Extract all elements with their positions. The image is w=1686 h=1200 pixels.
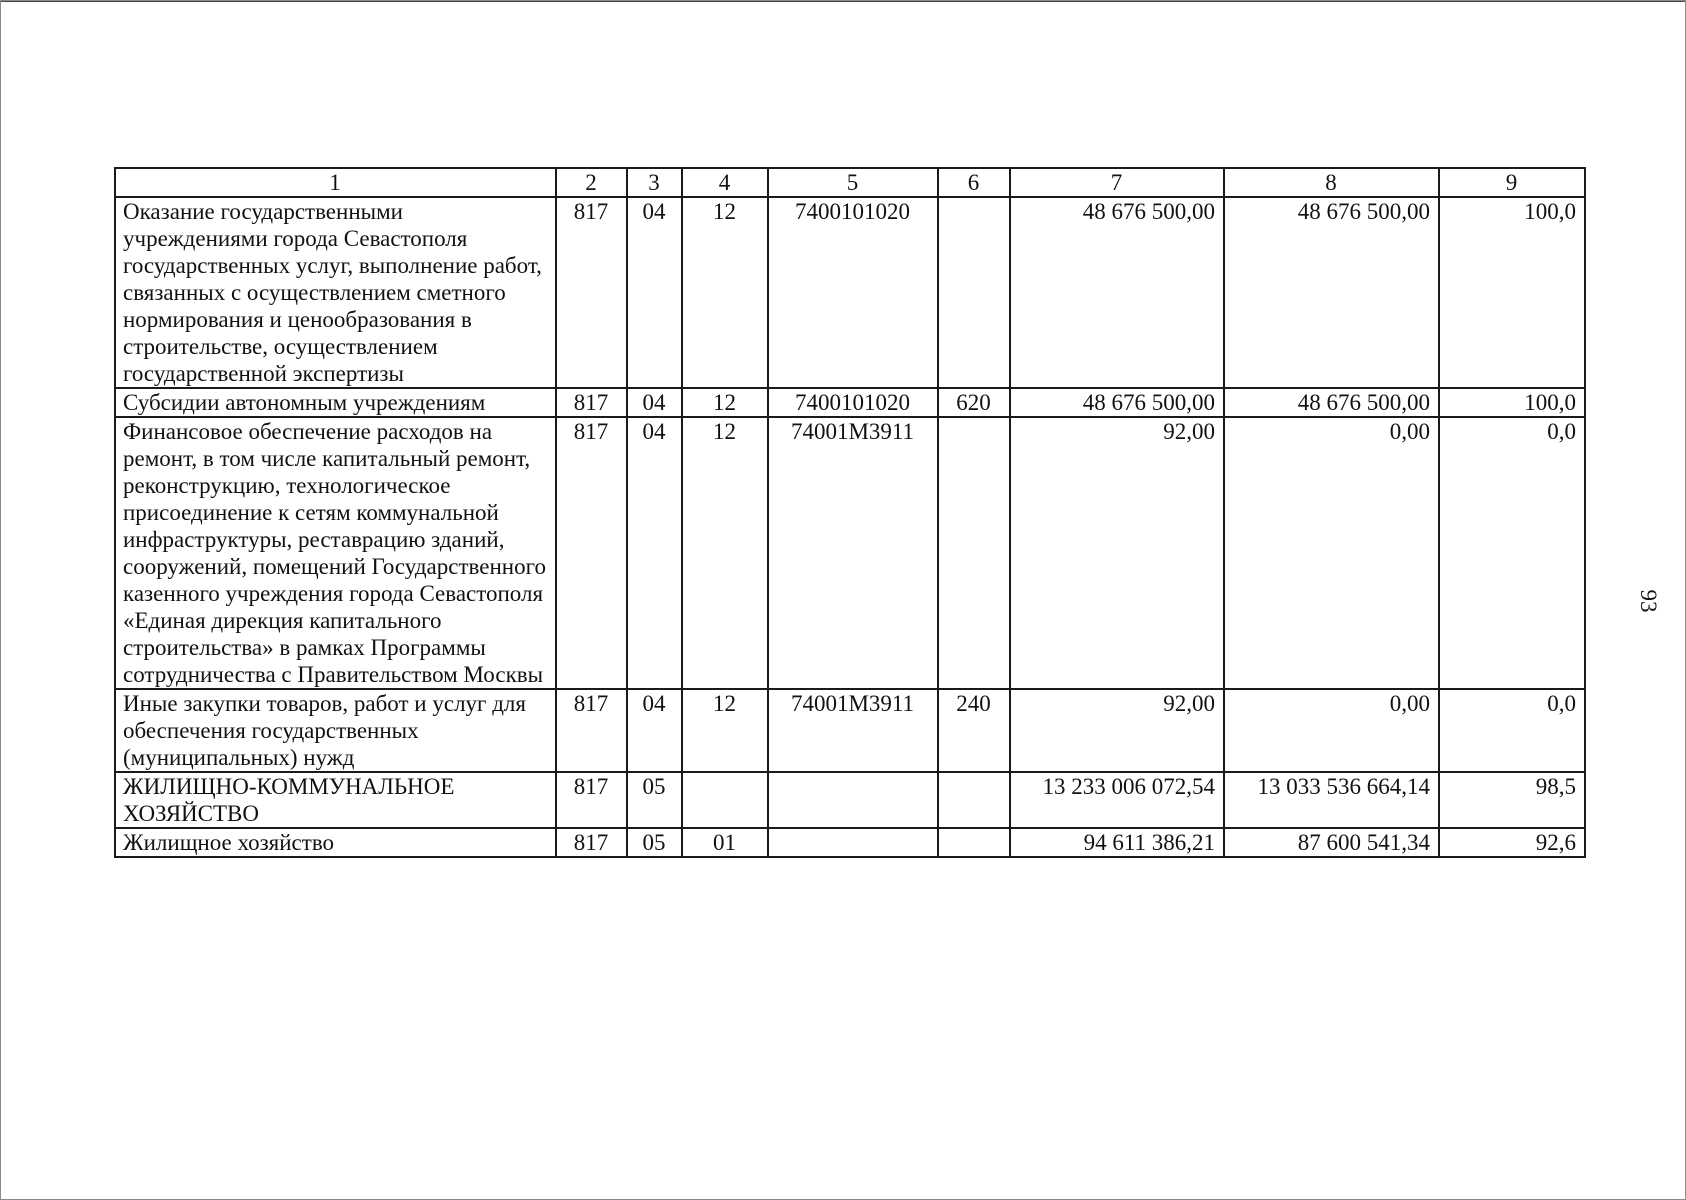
cell-ved: 817 bbox=[556, 828, 627, 857]
cell-actual: 48 676 500,00 bbox=[1224, 197, 1439, 388]
cell-vr bbox=[938, 417, 1010, 689]
cell-rz: 04 bbox=[627, 689, 682, 772]
table-row bbox=[115, 417, 1585, 689]
header-cell: 1 bbox=[115, 168, 556, 197]
cell-plan: 94 611 386,21 bbox=[1010, 828, 1224, 857]
cell-actual: 0,00 bbox=[1224, 689, 1439, 772]
cell-csr: 74001М3911 bbox=[768, 417, 938, 689]
cell-actual: 0,00 bbox=[1224, 417, 1439, 689]
cell-percent: 98,5 bbox=[1439, 772, 1585, 828]
header-cell: 5 bbox=[768, 168, 938, 197]
header-cell: 8 bbox=[1224, 168, 1439, 197]
header-cell: 6 bbox=[938, 168, 1010, 197]
cell-rz: 04 bbox=[627, 388, 682, 417]
cell-csr bbox=[768, 772, 938, 828]
cell-plan: 92,00 bbox=[1010, 689, 1224, 772]
cell-ved: 817 bbox=[556, 197, 627, 388]
cell-actual: 87 600 541,34 bbox=[1224, 828, 1439, 857]
header-cell: 2 bbox=[556, 168, 627, 197]
header-cell: 7 bbox=[1010, 168, 1224, 197]
cell-pr: 12 bbox=[682, 689, 768, 772]
cell-vr: 620 bbox=[938, 388, 1010, 417]
cell-percent: 0,0 bbox=[1439, 417, 1585, 689]
row-name: Иные закупки товаров, работ и услуг для обеспечения государственных (муниципальных) нужд bbox=[115, 689, 556, 772]
cell-percent: 100,0 bbox=[1439, 388, 1585, 417]
page-number: 93 bbox=[1636, 589, 1661, 613]
cell-plan: 48 676 500,00 bbox=[1010, 197, 1224, 388]
cell-ved: 817 bbox=[556, 772, 627, 828]
cell-actual: 48 676 500,00 bbox=[1224, 388, 1439, 417]
table-row bbox=[115, 828, 1585, 857]
cell-pr: 12 bbox=[682, 417, 768, 689]
cell-ved: 817 bbox=[556, 388, 627, 417]
cell-rz: 04 bbox=[627, 197, 682, 388]
row-name: Жилищное хозяйство bbox=[115, 828, 556, 857]
cell-csr bbox=[768, 828, 938, 857]
cell-pr: 12 bbox=[682, 388, 768, 417]
cell-csr: 7400101020 bbox=[768, 388, 938, 417]
cell-actual: 13 033 536 664,14 bbox=[1224, 772, 1439, 828]
table-row bbox=[115, 772, 1585, 828]
cell-pr bbox=[682, 772, 768, 828]
cell-rz: 05 bbox=[627, 772, 682, 828]
cell-plan: 92,00 bbox=[1010, 417, 1224, 689]
row-name: Субсидии автономным учреждениям bbox=[115, 388, 556, 417]
cell-vr: 240 bbox=[938, 689, 1010, 772]
header-cell: 9 bbox=[1439, 168, 1585, 197]
cell-vr bbox=[938, 828, 1010, 857]
header-cell: 3 bbox=[627, 168, 682, 197]
cell-csr: 74001М3911 bbox=[768, 689, 938, 772]
header-cell: 4 bbox=[682, 168, 768, 197]
budget-table bbox=[114, 167, 1586, 858]
table-row bbox=[115, 388, 1585, 417]
header-row bbox=[115, 168, 1585, 197]
scan-top-edge bbox=[0, 0, 1686, 2]
cell-pr: 12 bbox=[682, 197, 768, 388]
cell-rz: 05 bbox=[627, 828, 682, 857]
table-row bbox=[115, 197, 1585, 388]
row-name: Финансовое обеспечение расходов на ремонт, в том числе капитальный ремонт, реконструкцию, технологическое присоединение к сетям коммунальной инфраструктуры, реставрацию зданий, сооружений, помещений Государственного казенного учреждения города Севастополя «Единая дирекция капитального строительства» в рамках Программы сотрудничества с Правительством Москвы bbox=[115, 417, 556, 689]
row-name: Оказание государственными учреждениями города Севастополя государственных услуг, выполнение работ, связанных с осуществлением сметного нормирования и ценообразования в строительстве, осуществлением государственной экспертизы bbox=[115, 197, 556, 388]
cell-csr: 7400101020 bbox=[768, 197, 938, 388]
cell-ved: 817 bbox=[556, 417, 627, 689]
cell-percent: 0,0 bbox=[1439, 689, 1585, 772]
row-name: ЖИЛИЩНО-КОММУНАЛЬНОЕ ХОЗЯЙСТВО bbox=[115, 772, 556, 828]
cell-vr bbox=[938, 772, 1010, 828]
cell-plan: 13 233 006 072,54 bbox=[1010, 772, 1224, 828]
cell-plan: 48 676 500,00 bbox=[1010, 388, 1224, 417]
table-row bbox=[115, 689, 1585, 772]
cell-rz: 04 bbox=[627, 417, 682, 689]
cell-vr bbox=[938, 197, 1010, 388]
cell-pr: 01 bbox=[682, 828, 768, 857]
cell-ved: 817 bbox=[556, 689, 627, 772]
cell-percent: 100,0 bbox=[1439, 197, 1585, 388]
cell-percent: 92,6 bbox=[1439, 828, 1585, 857]
